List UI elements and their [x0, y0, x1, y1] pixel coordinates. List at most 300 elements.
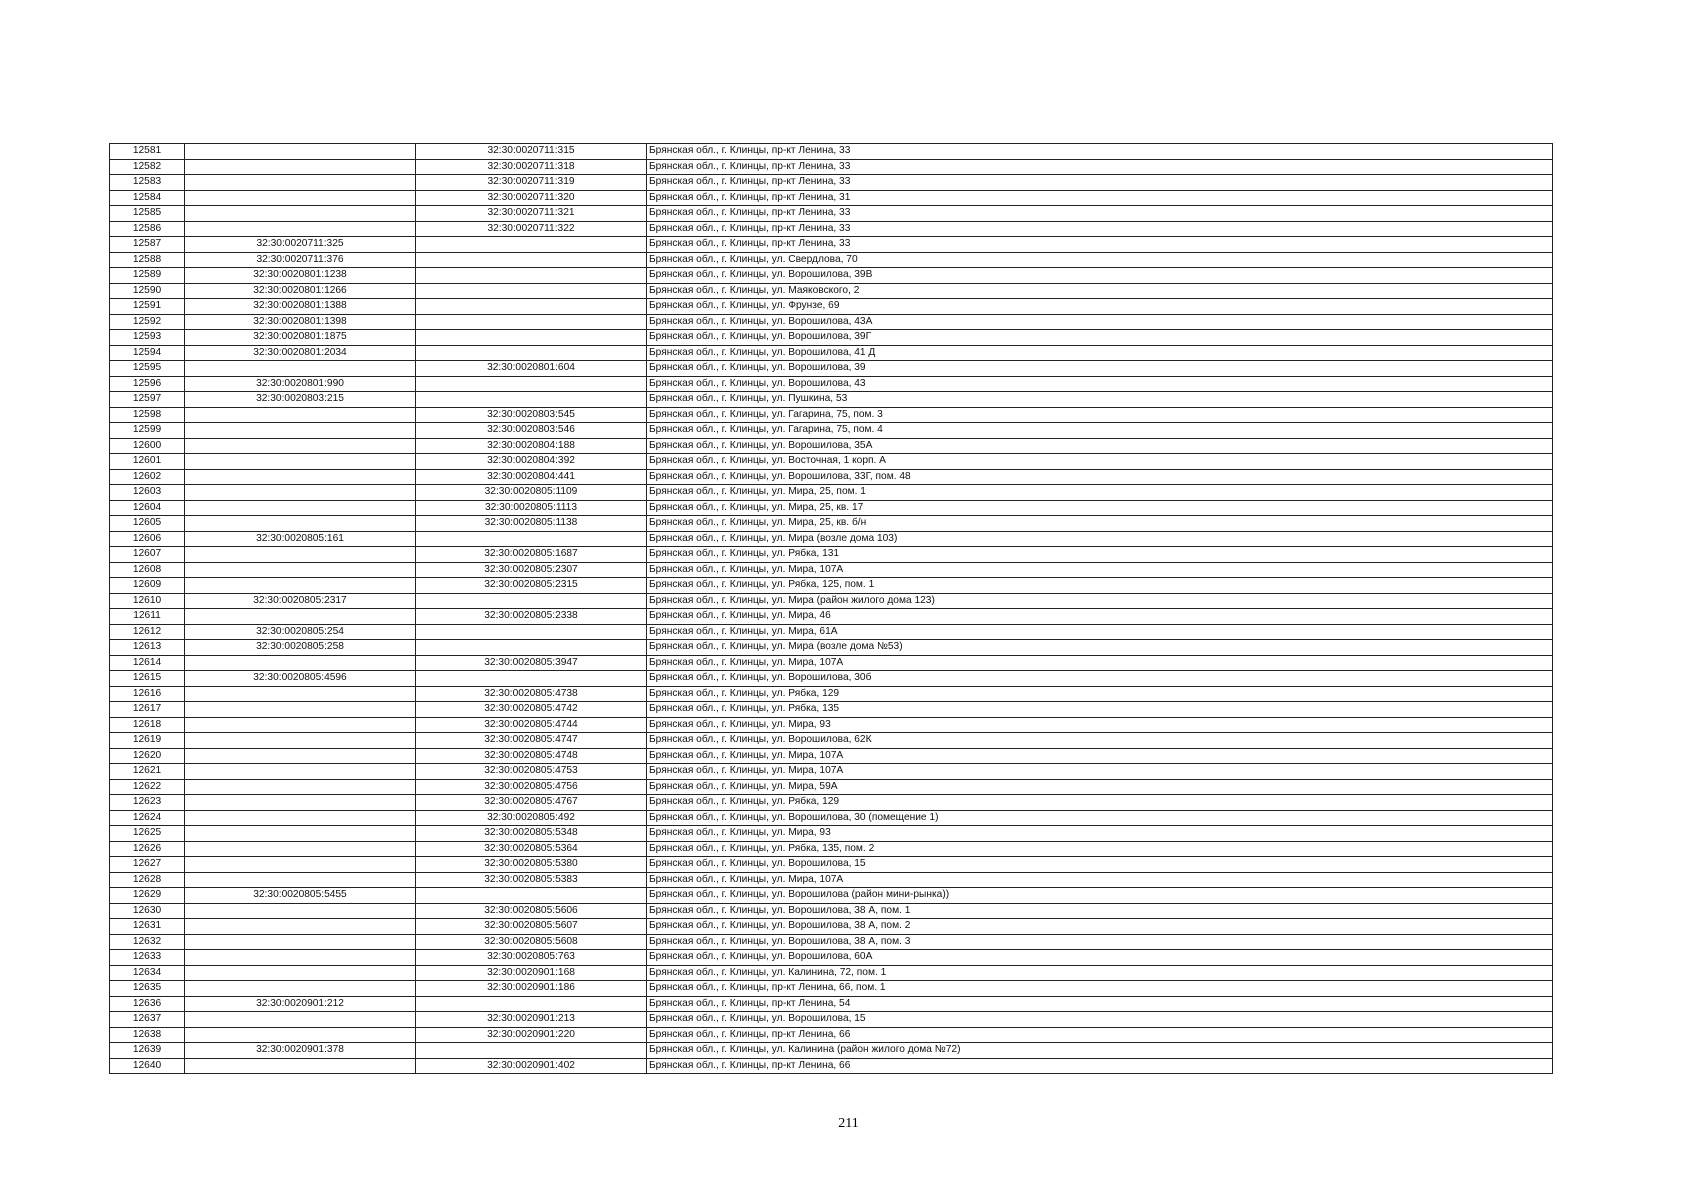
- row-number: 12620: [110, 748, 185, 764]
- table-row: [110, 175, 1553, 191]
- land-cadastral-number: [185, 469, 416, 485]
- row-number: 12607: [110, 547, 185, 563]
- row-number: 12601: [110, 454, 185, 470]
- building-cadastral-number: [416, 640, 647, 656]
- land-cadastral-number: [185, 981, 416, 997]
- building-cadastral-number: [416, 268, 647, 284]
- building-cadastral-number: 32:30:0020805:4744: [416, 717, 647, 733]
- land-cadastral-number: [185, 872, 416, 888]
- building-cadastral-number: 32:30:0020711:322: [416, 221, 647, 237]
- land-cadastral-number: 32:30:0020801:1875: [185, 330, 416, 346]
- row-number: 12611: [110, 609, 185, 625]
- address: Брянская обл., г. Клинцы, ул. Свердлова, 70: [647, 252, 1553, 268]
- land-cadastral-number: 32:30:0020805:258: [185, 640, 416, 656]
- land-cadastral-number: [185, 857, 416, 873]
- building-cadastral-number: 32:30:0020805:5607: [416, 919, 647, 935]
- row-number: 12602: [110, 469, 185, 485]
- land-cadastral-number: [185, 841, 416, 857]
- table-row: [110, 702, 1553, 718]
- building-cadastral-number: 32:30:0020711:321: [416, 206, 647, 222]
- land-cadastral-number: 32:30:0020801:990: [185, 376, 416, 392]
- land-cadastral-number: [185, 1012, 416, 1028]
- row-number: 12597: [110, 392, 185, 408]
- row-number: 12593: [110, 330, 185, 346]
- building-cadastral-number: 32:30:0020803:546: [416, 423, 647, 439]
- table-row: [110, 624, 1553, 640]
- building-cadastral-number: 32:30:0020805:1138: [416, 516, 647, 532]
- table-row: [110, 686, 1553, 702]
- row-number: 12634: [110, 965, 185, 981]
- building-cadastral-number: 32:30:0020805:1687: [416, 547, 647, 563]
- building-cadastral-number: 32:30:0020805:4747: [416, 733, 647, 749]
- table-row: [110, 888, 1553, 904]
- table-row: [110, 516, 1553, 532]
- land-cadastral-number: 32:30:0020805:2317: [185, 593, 416, 609]
- land-cadastral-number: [185, 779, 416, 795]
- address: Брянская обл., г. Клинцы, ул. Мира, 46: [647, 609, 1553, 625]
- row-number: 12608: [110, 562, 185, 578]
- land-cadastral-number: [185, 361, 416, 377]
- building-cadastral-number: 32:30:0020804:441: [416, 469, 647, 485]
- table-row: [110, 965, 1553, 981]
- address: Брянская обл., г. Клинцы, ул. Мира, 59А: [647, 779, 1553, 795]
- land-cadastral-number: [185, 190, 416, 206]
- land-cadastral-number: [185, 423, 416, 439]
- address: Брянская обл., г. Клинцы, ул. Гагарина, 75, пом. 4: [647, 423, 1553, 439]
- address: Брянская обл., г. Клинцы, ул. Калинина, 72, пом. 1: [647, 965, 1553, 981]
- building-cadastral-number: [416, 888, 647, 904]
- table-row: [110, 283, 1553, 299]
- building-cadastral-number: 32:30:0020901:220: [416, 1027, 647, 1043]
- building-cadastral-number: 32:30:0020901:186: [416, 981, 647, 997]
- row-number: 12585: [110, 206, 185, 222]
- address: Брянская обл., г. Клинцы, ул. Рябка, 131: [647, 547, 1553, 563]
- building-cadastral-number: 32:30:0020805:4748: [416, 748, 647, 764]
- page-number: 211: [838, 1116, 859, 1131]
- table-row: [110, 857, 1553, 873]
- building-cadastral-number: [416, 531, 647, 547]
- table-row: [110, 299, 1553, 315]
- address: Брянская обл., г. Клинцы, ул. Ворошилова, 35А: [647, 438, 1553, 454]
- land-cadastral-number: [185, 1027, 416, 1043]
- row-number: 12604: [110, 500, 185, 516]
- building-cadastral-number: [416, 345, 647, 361]
- address: Брянская обл., г. Клинцы, ул. Ворошилова, 38 А, пом. 1: [647, 903, 1553, 919]
- table-row: [110, 407, 1553, 423]
- land-cadastral-number: [185, 547, 416, 563]
- address: Брянская обл., г. Клинцы, ул. Ворошилова, 43: [647, 376, 1553, 392]
- building-cadastral-number: 32:30:0020805:1109: [416, 485, 647, 501]
- address: Брянская обл., г. Клинцы, ул. Рябка, 135, пом. 2: [647, 841, 1553, 857]
- land-cadastral-number: [185, 733, 416, 749]
- address: Брянская обл., г. Клинцы, ул. Ворошилова, 41 Д: [647, 345, 1553, 361]
- building-cadastral-number: 32:30:0020804:392: [416, 454, 647, 470]
- address: Брянская обл., г. Клинцы, ул. Ворошилова, 39: [647, 361, 1553, 377]
- building-cadastral-number: 32:30:0020805:5380: [416, 857, 647, 873]
- building-cadastral-number: 32:30:0020805:763: [416, 950, 647, 966]
- row-number: 12587: [110, 237, 185, 253]
- land-cadastral-number: 32:30:0020901:212: [185, 996, 416, 1012]
- table-row: [110, 795, 1553, 811]
- building-cadastral-number: 32:30:0020711:320: [416, 190, 647, 206]
- row-number: 12594: [110, 345, 185, 361]
- table-row: [110, 950, 1553, 966]
- table-row: [110, 996, 1553, 1012]
- table-row: [110, 500, 1553, 516]
- address: Брянская обл., г. Клинцы, ул. Мира, 25, пом. 1: [647, 485, 1553, 501]
- land-cadastral-number: 32:30:0020711:325: [185, 237, 416, 253]
- land-cadastral-number: [185, 500, 416, 516]
- address: Брянская обл., г. Клинцы, ул. Ворошилова (район мини-рынка)): [647, 888, 1553, 904]
- table-row: [110, 469, 1553, 485]
- row-number: 12588: [110, 252, 185, 268]
- address: Брянская обл., г. Клинцы, ул. Рябка, 129: [647, 686, 1553, 702]
- row-number: 12632: [110, 934, 185, 950]
- row-number: 12592: [110, 314, 185, 330]
- address: Брянская обл., г. Клинцы, ул. Мира (возле дома 103): [647, 531, 1553, 547]
- address: Брянская обл., г. Клинцы, пр-кт Ленина, 66: [647, 1058, 1553, 1074]
- table-row: [110, 779, 1553, 795]
- building-cadastral-number: [416, 996, 647, 1012]
- address: Брянская обл., г. Клинцы, ул. Мира, 107А: [647, 872, 1553, 888]
- address: Брянская обл., г. Клинцы, пр-кт Ленина, 54: [647, 996, 1553, 1012]
- building-cadastral-number: 32:30:0020711:318: [416, 159, 647, 175]
- building-cadastral-number: 32:30:0020804:188: [416, 438, 647, 454]
- table-row: [110, 392, 1553, 408]
- address: Брянская обл., г. Клинцы, ул. Ворошилова, 30б: [647, 671, 1553, 687]
- table-row: [110, 547, 1553, 563]
- table-row: [110, 345, 1553, 361]
- building-cadastral-number: 32:30:0020801:604: [416, 361, 647, 377]
- land-cadastral-number: [185, 655, 416, 671]
- land-cadastral-number: [185, 221, 416, 237]
- table-row: [110, 190, 1553, 206]
- address: Брянская обл., г. Клинцы, ул. Ворошилова, 43А: [647, 314, 1553, 330]
- table-row: [110, 748, 1553, 764]
- table-row: [110, 810, 1553, 826]
- building-cadastral-number: 32:30:0020803:545: [416, 407, 647, 423]
- land-cadastral-number: [185, 175, 416, 191]
- building-cadastral-number: 32:30:0020901:168: [416, 965, 647, 981]
- row-number: 12606: [110, 531, 185, 547]
- table-row: [110, 934, 1553, 950]
- row-number: 12635: [110, 981, 185, 997]
- row-number: 12633: [110, 950, 185, 966]
- address: Брянская обл., г. Клинцы, ул. Ворошилова, 38 А, пом. 2: [647, 919, 1553, 935]
- row-number: 12581: [110, 144, 185, 160]
- building-cadastral-number: 32:30:0020805:5383: [416, 872, 647, 888]
- row-number: 12603: [110, 485, 185, 501]
- row-number: 12617: [110, 702, 185, 718]
- registry-table-body: [110, 144, 1553, 1074]
- row-number: 12627: [110, 857, 185, 873]
- land-cadastral-number: [185, 454, 416, 470]
- building-cadastral-number: [416, 314, 647, 330]
- building-cadastral-number: 32:30:0020711:319: [416, 175, 647, 191]
- row-number: 12599: [110, 423, 185, 439]
- row-number: 12584: [110, 190, 185, 206]
- table-row: [110, 919, 1553, 935]
- table-row: [110, 531, 1553, 547]
- address: Брянская обл., г. Клинцы, ул. Пушкина, 53: [647, 392, 1553, 408]
- table-row: [110, 485, 1553, 501]
- table-row: [110, 1027, 1553, 1043]
- table-row: [110, 376, 1553, 392]
- land-cadastral-number: 32:30:0020803:215: [185, 392, 416, 408]
- row-number: 12624: [110, 810, 185, 826]
- land-cadastral-number: [185, 826, 416, 842]
- table-row: [110, 733, 1553, 749]
- address: Брянская обл., г. Клинцы, ул. Ворошилова, 15: [647, 1012, 1553, 1028]
- table-row: [110, 438, 1553, 454]
- building-cadastral-number: 32:30:0020805:5608: [416, 934, 647, 950]
- address: Брянская обл., г. Клинцы, пр-кт Ленина, 31: [647, 190, 1553, 206]
- row-number: 12640: [110, 1058, 185, 1074]
- address: Брянская обл., г. Клинцы, ул. Ворошилова, 15: [647, 857, 1553, 873]
- building-cadastral-number: [416, 624, 647, 640]
- row-number: 12582: [110, 159, 185, 175]
- table-row: [110, 671, 1553, 687]
- building-cadastral-number: 32:30:0020711:315: [416, 144, 647, 160]
- building-cadastral-number: 32:30:0020805:1113: [416, 500, 647, 516]
- land-cadastral-number: 32:30:0020801:1266: [185, 283, 416, 299]
- row-number: 12589: [110, 268, 185, 284]
- address: Брянская обл., г. Клинцы, ул. Мира (возле дома №53): [647, 640, 1553, 656]
- row-number: 12629: [110, 888, 185, 904]
- table-row: [110, 1012, 1553, 1028]
- land-cadastral-number: [185, 919, 416, 935]
- table-row: [110, 206, 1553, 222]
- address: Брянская обл., г. Клинцы, пр-кт Ленина, 66, пом. 1: [647, 981, 1553, 997]
- building-cadastral-number: 32:30:0020805:2338: [416, 609, 647, 625]
- building-cadastral-number: [416, 299, 647, 315]
- land-cadastral-number: [185, 903, 416, 919]
- building-cadastral-number: 32:30:0020805:4767: [416, 795, 647, 811]
- row-number: 12638: [110, 1027, 185, 1043]
- row-number: 12637: [110, 1012, 185, 1028]
- land-cadastral-number: [185, 934, 416, 950]
- table-row: [110, 423, 1553, 439]
- address: Брянская обл., г. Клинцы, пр-кт Ленина, 33: [647, 159, 1553, 175]
- address: Брянская обл., г. Клинцы, ул. Ворошилова, 39В: [647, 268, 1553, 284]
- address: Брянская обл., г. Клинцы, ул. Мира, 107А: [647, 764, 1553, 780]
- land-cadastral-number: [185, 717, 416, 733]
- table-row: [110, 826, 1553, 842]
- table-row: [110, 159, 1553, 175]
- row-number: 12590: [110, 283, 185, 299]
- row-number: 12622: [110, 779, 185, 795]
- building-cadastral-number: [416, 671, 647, 687]
- row-number: 12609: [110, 578, 185, 594]
- address: Брянская обл., г. Клинцы, пр-кт Ленина, 33: [647, 144, 1553, 160]
- building-cadastral-number: [416, 392, 647, 408]
- table-row: [110, 237, 1553, 253]
- row-number: 12623: [110, 795, 185, 811]
- row-number: 12616: [110, 686, 185, 702]
- address: Брянская обл., г. Клинцы, ул. Мира, 93: [647, 717, 1553, 733]
- address: Брянская обл., г. Клинцы, ул. Мира (район жилого дома 123): [647, 593, 1553, 609]
- row-number: 12625: [110, 826, 185, 842]
- building-cadastral-number: 32:30:0020901:213: [416, 1012, 647, 1028]
- address: Брянская обл., г. Клинцы, ул. Мира, 107А: [647, 562, 1553, 578]
- address: Брянская обл., г. Клинцы, пр-кт Ленина, 33: [647, 237, 1553, 253]
- address: Брянская обл., г. Клинцы, ул. Рябка, 129: [647, 795, 1553, 811]
- table-row: [110, 841, 1553, 857]
- row-number: 12618: [110, 717, 185, 733]
- building-cadastral-number: [416, 252, 647, 268]
- address: Брянская обл., г. Клинцы, ул. Гагарина, 75, пом. 3: [647, 407, 1553, 423]
- table-row: [110, 872, 1553, 888]
- row-number: 12595: [110, 361, 185, 377]
- address: Брянская обл., г. Клинцы, ул. Рябка, 135: [647, 702, 1553, 718]
- table-row: [110, 609, 1553, 625]
- land-cadastral-number: 32:30:0020805:4596: [185, 671, 416, 687]
- row-number: 12639: [110, 1043, 185, 1059]
- table-row: [110, 1058, 1553, 1074]
- land-cadastral-number: [185, 748, 416, 764]
- land-cadastral-number: [185, 965, 416, 981]
- row-number: 12605: [110, 516, 185, 532]
- table-row: [110, 717, 1553, 733]
- row-number: 12614: [110, 655, 185, 671]
- land-cadastral-number: [185, 578, 416, 594]
- row-number: 12626: [110, 841, 185, 857]
- building-cadastral-number: [416, 1043, 647, 1059]
- table-row: [110, 454, 1553, 470]
- building-cadastral-number: 32:30:0020901:402: [416, 1058, 647, 1074]
- building-cadastral-number: 32:30:0020805:2315: [416, 578, 647, 594]
- row-number: 12615: [110, 671, 185, 687]
- row-number: 12612: [110, 624, 185, 640]
- address: Брянская обл., г. Клинцы, ул. Мира, 107А: [647, 748, 1553, 764]
- row-number: 12596: [110, 376, 185, 392]
- row-number: 12598: [110, 407, 185, 423]
- building-cadastral-number: 32:30:0020805:5606: [416, 903, 647, 919]
- land-cadastral-number: 32:30:0020805:5455: [185, 888, 416, 904]
- land-cadastral-number: [185, 485, 416, 501]
- land-cadastral-number: [185, 144, 416, 160]
- land-cadastral-number: [185, 1058, 416, 1074]
- table-row: [110, 330, 1553, 346]
- address: Брянская обл., г. Клинцы, ул. Ворошилова, 33Г, пом. 48: [647, 469, 1553, 485]
- address: Брянская обл., г. Клинцы, ул. Мира, 61А: [647, 624, 1553, 640]
- building-cadastral-number: [416, 330, 647, 346]
- table-row: [110, 221, 1553, 237]
- row-number: 12628: [110, 872, 185, 888]
- table-row: [110, 764, 1553, 780]
- address: Брянская обл., г. Клинцы, ул. Ворошилова, 38 А, пом. 3: [647, 934, 1553, 950]
- building-cadastral-number: 32:30:0020805:492: [416, 810, 647, 826]
- land-cadastral-number: [185, 516, 416, 532]
- address: Брянская обл., г. Клинцы, ул. Фрунзе, 69: [647, 299, 1553, 315]
- land-cadastral-number: [185, 950, 416, 966]
- land-cadastral-number: 32:30:0020801:1238: [185, 268, 416, 284]
- table-row: [110, 578, 1553, 594]
- building-cadastral-number: 32:30:0020805:3947: [416, 655, 647, 671]
- building-cadastral-number: [416, 593, 647, 609]
- land-cadastral-number: [185, 686, 416, 702]
- row-number: 12583: [110, 175, 185, 191]
- building-cadastral-number: [416, 237, 647, 253]
- address: Брянская обл., г. Клинцы, ул. Мира, 25, кв. 17: [647, 500, 1553, 516]
- row-number: 12591: [110, 299, 185, 315]
- table-row: [110, 144, 1553, 160]
- address: Брянская обл., г. Клинцы, ул. Восточная, 1 корп. А: [647, 454, 1553, 470]
- row-number: 12630: [110, 903, 185, 919]
- building-cadastral-number: 32:30:0020805:2307: [416, 562, 647, 578]
- address: Брянская обл., г. Клинцы, ул. Ворошилова, 62К: [647, 733, 1553, 749]
- row-number: 12613: [110, 640, 185, 656]
- building-cadastral-number: [416, 376, 647, 392]
- table-row: [110, 655, 1553, 671]
- land-cadastral-number: 32:30:0020801:2034: [185, 345, 416, 361]
- building-cadastral-number: 32:30:0020805:4756: [416, 779, 647, 795]
- address: Брянская обл., г. Клинцы, пр-кт Ленина, 33: [647, 175, 1553, 191]
- building-cadastral-number: 32:30:0020805:5348: [416, 826, 647, 842]
- table-row: [110, 562, 1553, 578]
- table-row: [110, 981, 1553, 997]
- table-row: [110, 1043, 1553, 1059]
- row-number: 12636: [110, 996, 185, 1012]
- address: Брянская обл., г. Клинцы, ул. Маяковского, 2: [647, 283, 1553, 299]
- row-number: 12586: [110, 221, 185, 237]
- address: Брянская обл., г. Клинцы, ул. Мира, 107А: [647, 655, 1553, 671]
- address: Брянская обл., г. Клинцы, пр-кт Ленина, 66: [647, 1027, 1553, 1043]
- address: Брянская обл., г. Клинцы, ул. Ворошилова, 39Г: [647, 330, 1553, 346]
- land-cadastral-number: [185, 562, 416, 578]
- address: Брянская обл., г. Клинцы, ул. Ворошилова, 30 (помещение 1): [647, 810, 1553, 826]
- land-cadastral-number: [185, 810, 416, 826]
- land-cadastral-number: 32:30:0020805:161: [185, 531, 416, 547]
- table-row: [110, 361, 1553, 377]
- address: Брянская обл., г. Клинцы, ул. Мира, 25, кв. б/н: [647, 516, 1553, 532]
- row-number: 12631: [110, 919, 185, 935]
- table-row: [110, 314, 1553, 330]
- land-cadastral-number: [185, 795, 416, 811]
- address: Брянская обл., г. Клинцы, ул. Ворошилова, 60А: [647, 950, 1553, 966]
- table-row: [110, 593, 1553, 609]
- row-number: 12619: [110, 733, 185, 749]
- address: Брянская обл., г. Клинцы, пр-кт Ленина, 33: [647, 206, 1553, 222]
- row-number: 12600: [110, 438, 185, 454]
- row-number: 12610: [110, 593, 185, 609]
- land-cadastral-number: 32:30:0020711:376: [185, 252, 416, 268]
- row-number: 12621: [110, 764, 185, 780]
- land-cadastral-number: 32:30:0020805:254: [185, 624, 416, 640]
- land-cadastral-number: [185, 159, 416, 175]
- address: Брянская обл., г. Клинцы, пр-кт Ленина, 33: [647, 221, 1553, 237]
- land-cadastral-number: 32:30:0020901:378: [185, 1043, 416, 1059]
- land-cadastral-number: [185, 764, 416, 780]
- table-row: [110, 268, 1553, 284]
- table-row: [110, 903, 1553, 919]
- land-cadastral-number: 32:30:0020801:1388: [185, 299, 416, 315]
- building-cadastral-number: 32:30:0020805:4738: [416, 686, 647, 702]
- address: Брянская обл., г. Клинцы, ул. Калинина (район жилого дома №72): [647, 1043, 1553, 1059]
- land-cadastral-number: [185, 407, 416, 423]
- land-cadastral-number: [185, 438, 416, 454]
- building-cadastral-number: [416, 283, 647, 299]
- land-cadastral-number: 32:30:0020801:1398: [185, 314, 416, 330]
- table-row: [110, 252, 1553, 268]
- table-row: [110, 640, 1553, 656]
- building-cadastral-number: 32:30:0020805:5364: [416, 841, 647, 857]
- land-cadastral-number: [185, 702, 416, 718]
- registry-table: [109, 143, 1553, 1074]
- building-cadastral-number: 32:30:0020805:4753: [416, 764, 647, 780]
- land-cadastral-number: [185, 609, 416, 625]
- address: Брянская обл., г. Клинцы, ул. Рябка, 125, пом. 1: [647, 578, 1553, 594]
